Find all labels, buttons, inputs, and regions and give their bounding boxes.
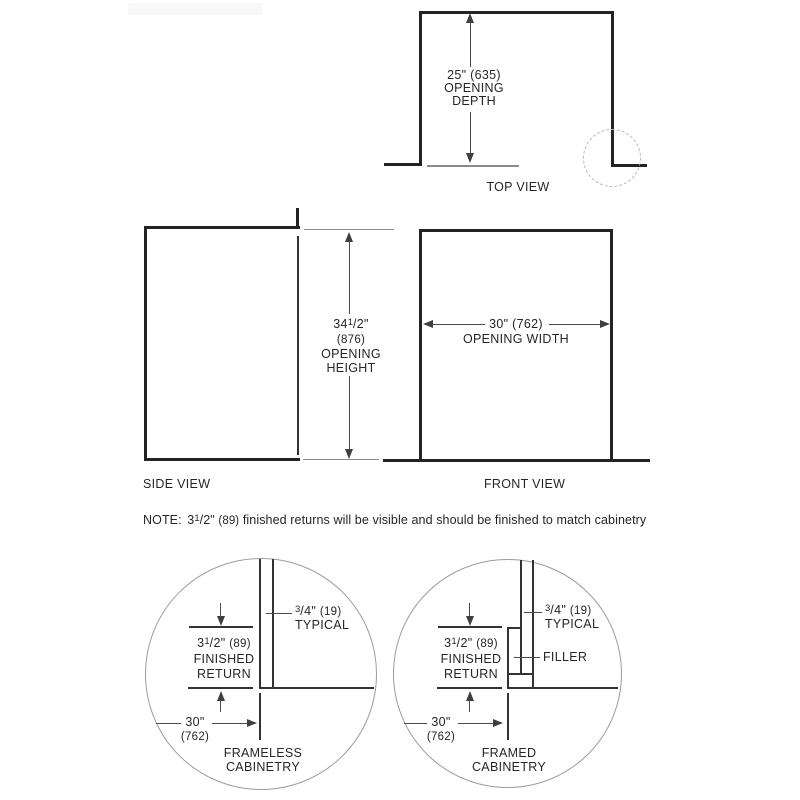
- panel-thickness-label: $^3$/4" (19) TYPICAL: [295, 603, 350, 632]
- front-view-label: FRONT VIEW: [484, 477, 566, 491]
- return-dim-bottom-line: [188, 687, 253, 689]
- height-ext-line-bottom: [303, 459, 379, 460]
- note-text: NOTE: $3^1/2$" (89) finished returns will be visible and should be finished to match cabinetry: [143, 512, 647, 527]
- framed-panel-outer-line: [532, 560, 534, 689]
- arrow-down-icon: [466, 616, 474, 626]
- frameless-bottom-line: [259, 687, 374, 689]
- height-dim-line-top: [349, 241, 350, 314]
- arrow-up-icon: [217, 691, 225, 701]
- top-view-opening-edge: [427, 165, 519, 167]
- opening-depth-dimension: 25" (635) OPENING DEPTH: [444, 68, 504, 108]
- frameless-panel-outer-line: [272, 559, 274, 689]
- width-value-label: 30": [185, 715, 205, 729]
- side-view-back-edge: [144, 226, 147, 461]
- opening-height-dimension: $34^1/2$" (876) OPENING HEIGHT: [321, 316, 381, 375]
- arrow-right-icon: [493, 719, 503, 727]
- return-dim-top-line: [189, 626, 253, 628]
- arrow-right-icon: [247, 719, 257, 727]
- framed-caption: FRAMED CABINETRY: [471, 746, 546, 774]
- top-view-rear-edge: [419, 11, 614, 14]
- filler-label: FILLER: [543, 650, 588, 664]
- arrow-right-icon: [600, 320, 610, 328]
- side-view-top-edge: [144, 226, 300, 229]
- thickness-leader-line: [524, 612, 542, 613]
- front-view-bottom-edge: [383, 459, 650, 462]
- framed-bottom-line: [507, 687, 618, 689]
- frameless-caption: FRAMELESS CABINETRY: [223, 746, 303, 774]
- framed-front-edge-below: [507, 693, 509, 740]
- height-ext-line-top: [304, 229, 394, 230]
- width-leader-left: [156, 723, 181, 724]
- depth-dim-line-top: [470, 22, 471, 67]
- detail-callout-circle: [583, 129, 641, 187]
- width-arrow-line: [458, 723, 494, 724]
- top-view-label: TOP VIEW: [486, 180, 550, 194]
- opening-width-dimension: 30" (762) OPENING WIDTH: [463, 317, 569, 346]
- width-value-label: 30": [431, 715, 451, 729]
- return-dim-bottom-line: [437, 687, 502, 689]
- arrow-up-icon: [466, 691, 474, 701]
- height-dim-line-bottom: [349, 376, 350, 450]
- panel-thickness-label: $^3$/4" (19) TYPICAL: [545, 602, 600, 631]
- filler-leader-line: [514, 657, 540, 658]
- width-metric-label: (762): [426, 731, 456, 743]
- side-view-bottom-edge: [144, 458, 300, 461]
- return-dim-top-line: [438, 626, 502, 628]
- return-arrow-down-stem: [469, 603, 470, 617]
- return-arrow-down-stem: [220, 603, 221, 617]
- arrow-down-icon: [466, 153, 474, 163]
- front-view-left-edge: [419, 229, 422, 461]
- depth-dim-line-bottom: [470, 112, 471, 154]
- frameless-front-edge-below: [259, 693, 261, 740]
- width-leader-left: [404, 723, 427, 724]
- finished-return-dimension: $3^1/2$" (89) FINISHED RETURN: [193, 635, 255, 681]
- arrow-down-icon: [345, 449, 353, 459]
- finished-return-dimension: $3^1/2$" (89) FINISHED RETURN: [440, 635, 502, 681]
- top-view-left-flange: [384, 163, 422, 166]
- arrow-down-icon: [217, 616, 225, 626]
- filler-top-edge: [507, 627, 522, 629]
- thickness-leader-line: [266, 613, 292, 614]
- front-view-right-edge: [610, 229, 613, 461]
- side-view-label: SIDE VIEW: [143, 477, 211, 491]
- watermark: [128, 3, 262, 15]
- width-metric-label: (762): [180, 731, 210, 743]
- width-arrow-line: [212, 723, 248, 724]
- return-arrow-up-stem: [469, 700, 470, 712]
- return-arrow-up-stem: [220, 700, 221, 712]
- front-view-top-edge: [419, 229, 613, 232]
